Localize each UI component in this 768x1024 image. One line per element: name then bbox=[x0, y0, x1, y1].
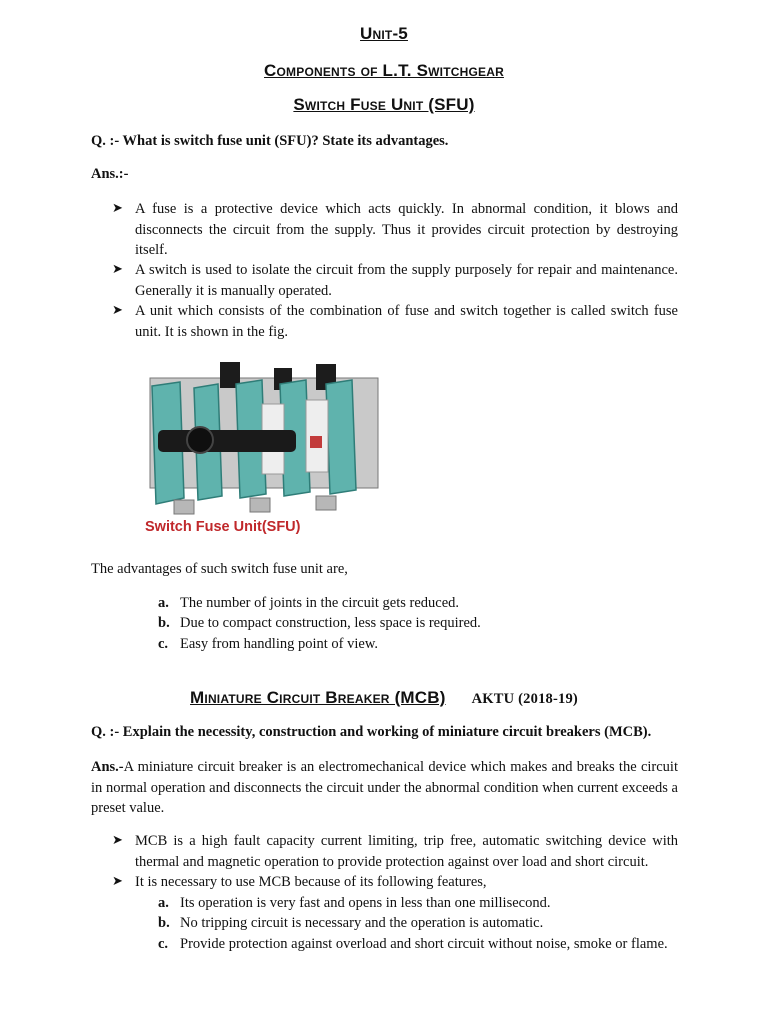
mcb-bullet-2 bbox=[112, 872, 678, 893]
item-label: b. bbox=[158, 615, 170, 631]
sfu-bullet-text: A unit which consists of the combination of fuse and switch together is called switch fuse unit. It is shown in the fig. bbox=[135, 303, 678, 340]
item-label: a. bbox=[158, 895, 169, 911]
arrowhead-bullet-icon: ➤ bbox=[112, 874, 123, 889]
mcb-question: Q. :- Explain the necessity, construction and working of miniature circuit breakers (MCB). bbox=[91, 724, 652, 740]
unit-heading: Unit-5 bbox=[360, 24, 408, 43]
mcb-bullet-text: MCB is a high fault capacity current limiting, trip free, automatic switching device with thermal and magnetic operation to provide protection against over load and short circuit. bbox=[135, 833, 678, 870]
switch-fuse-unit-image bbox=[140, 358, 390, 543]
sfu-bullet-2 bbox=[112, 260, 678, 301]
item-label: c. bbox=[158, 936, 169, 952]
arrowhead-bullet-icon: ➤ bbox=[112, 833, 123, 848]
sfu-bullet-3 bbox=[112, 301, 678, 342]
mcb-title: Miniature Circuit Breaker (MCB) bbox=[190, 688, 446, 707]
advantage-item-a bbox=[158, 593, 678, 614]
chapter-heading: Components of L.T. Switchgear bbox=[264, 61, 504, 80]
arrowhead-bullet-icon: ➤ bbox=[112, 262, 123, 277]
advantage-item-c bbox=[158, 634, 678, 655]
sfu-bullet-1 bbox=[112, 199, 678, 261]
sfu-bullet-text: A switch is used to isolate the circuit from the supply purposely for repair and maintenance. Generally it is manually operated. bbox=[135, 262, 678, 299]
feature-item-b bbox=[158, 913, 678, 934]
arrowhead-bullet-icon: ➤ bbox=[112, 201, 123, 216]
mcb-bullet-text: It is necessary to use MCB because of its following features, bbox=[135, 874, 487, 890]
item-text: No tripping circuit is necessary and the operation is automatic. bbox=[180, 915, 544, 931]
mcb-answer-label: Ans.- bbox=[91, 759, 124, 775]
exam-tag: AKTU (2018-19) bbox=[471, 691, 578, 707]
feature-item-a bbox=[158, 893, 678, 914]
item-label: c. bbox=[158, 636, 169, 652]
item-text: Its operation is very fast and opens in less than one millisecond. bbox=[180, 895, 551, 911]
section-heading: Switch Fuse Unit (SFU) bbox=[293, 95, 475, 114]
item-label: a. bbox=[158, 595, 169, 611]
advantages-intro: The advantages of such switch fuse unit are, bbox=[91, 561, 348, 577]
mcb-heading bbox=[0, 688, 768, 708]
sfu-answer-label: Ans.:- bbox=[91, 166, 129, 182]
feature-item-c bbox=[158, 934, 678, 955]
mcb-bullet-1 bbox=[112, 831, 678, 872]
item-text: Provide protection against overload and short circuit without noise, smoke or flame. bbox=[180, 936, 668, 952]
item-label: b. bbox=[158, 915, 170, 931]
mcb-answer bbox=[91, 757, 678, 819]
sfu-question: Q. :- What is switch fuse unit (SFU)? State its advantages. bbox=[91, 133, 449, 149]
item-text: Due to compact construction, less space is required. bbox=[180, 615, 481, 631]
sfu-bullet-text: A fuse is a protective device which acts quickly. In abnormal condition, it blows and disconnects the circuit from the supply. Thus it provides circuit protection by destroying itself. bbox=[135, 201, 678, 258]
figure-caption: Switch Fuse Unit(SFU) bbox=[145, 519, 301, 535]
arrowhead-bullet-icon: ➤ bbox=[112, 303, 123, 318]
item-text: The number of joints in the circuit gets reduced. bbox=[180, 595, 460, 611]
advantage-item-b bbox=[158, 613, 678, 634]
item-text: Easy from handling point of view. bbox=[180, 636, 378, 652]
mcb-answer-text: A miniature circuit breaker is an electromechanical device which makes and breaks the circuit in normal operation and disconnects the circuit under the abnormal condition when current exceeds a preset value. bbox=[91, 759, 678, 816]
